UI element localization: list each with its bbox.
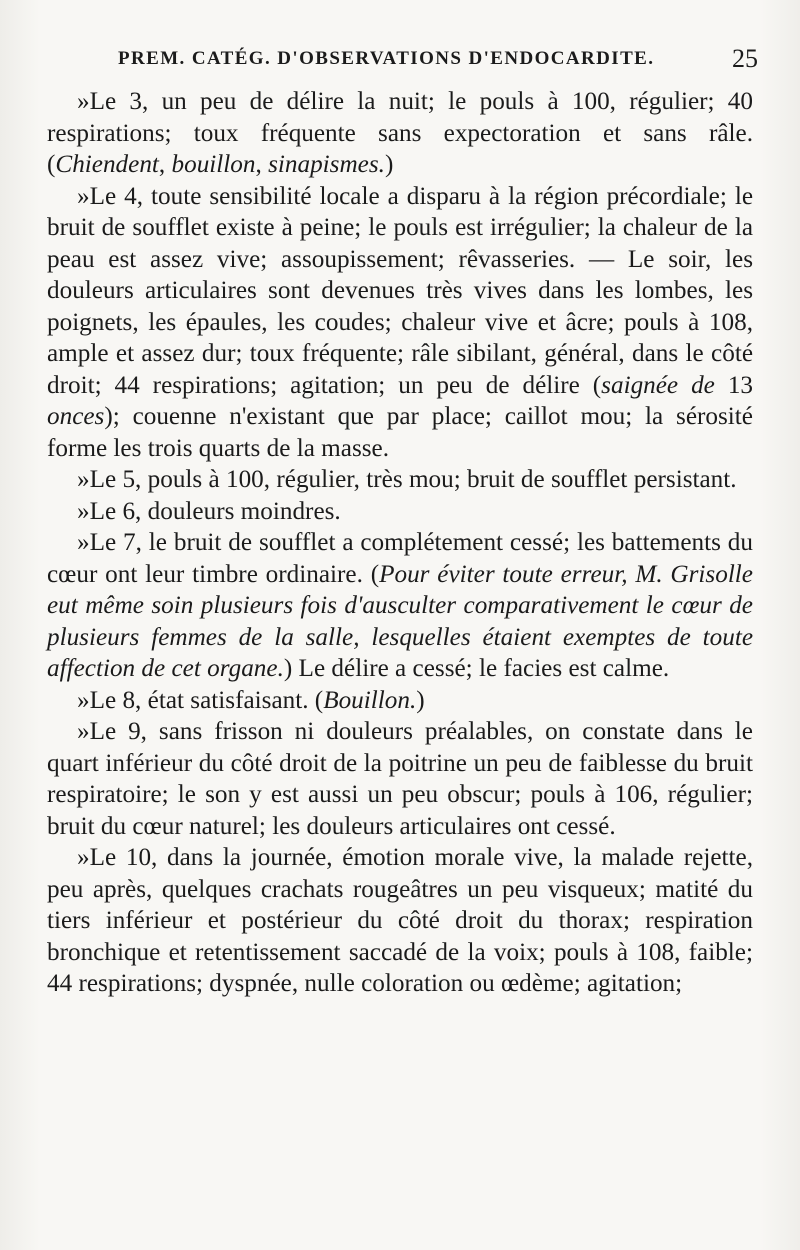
italic-text: bouillon [171,151,256,178]
paragraph [47,716,753,842]
text-segment: »Le 9, sans frisson ni douleurs préalables, on constate dans le quart inférieur du côté droit de la poitrine un peu de faiblesse du bruit respiratoire; le son y est aussi un peu obscur; pouls à 106, régulier; bruit du cœur naturel; les douleurs articulaires ont cessé. [47,718,753,840]
paragraph [47,527,753,685]
italic-text: onces [47,403,105,430]
italic-text: Pour éviter toute erreur, M. Grisolle eut même soin plusieurs fois d'ausculter comparativement le cœur de plusieurs femmes de la salle, lesquelles étaient exemptes de toute affection de cet organe. [47,560,753,682]
italic-text: saignée de [601,371,715,399]
paragraph [47,464,753,496]
text-segment: ); couenne n'existant que par place; caillot mou; la sérosité forme les trois quarts de la masse. [47,403,753,462]
text-segment: »Le 10, dans la journée, émotion morale vive, la malade rejette, peu après, quelques crachats rougeâtres un peu visqueux; matité du tiers inférieur et postérieur du côté droit du thorax; respiration bronchique et retentissement saccadé de la voix; pouls à 108, faible; 44 respirations; dyspnée, nulle coloration ou œdème; agitation; [47,844,753,997]
paragraph [47,685,753,717]
paragraph [47,842,753,1000]
text-segment: ) Le délire a cessé; le facies est calme. [283,655,670,682]
text-segment: ) [384,151,394,178]
text-segment: »Le 6, douleurs moindres. [77,497,341,525]
text-segment: »Le 8, état satisfaisant. ( [77,686,324,714]
page-number: 25 [732,44,758,73]
text-segment: , [158,151,172,178]
italic-text: sinapismes. [268,151,385,178]
paragraph [47,496,753,528]
italic-text: Chiendent [55,151,159,178]
text-segment: »Le 7, le bruit de soufflet a complétement cessé; les battements du cœur ont leur timbre ordinaire. ( [47,529,753,588]
text-segment: 13 [714,371,754,399]
running-head: PREM. CATÉG. D'OBSERVATIONS D'ENDOCARDITE. [118,48,655,69]
body-text [47,86,753,1000]
italic-text: Bouillon. [323,686,417,714]
text-segment: »Le 4, toute sensibilité locale a disparu à la région précordiale; le bruit de soufflet existe à peine; le pouls est irrégulier; la chaleur de la peau est assez vive; assoupissement; rêvasseries. — Le soir, les douleurs articulaires sont devenues très vives dans les lombes, les poignets, les épaules, les coudes; chaleur vive et âcre; pouls à 108, ample et assez dur; toux fréquente; râle sibilant, général, dans le côté droit; 44 respirations; agitation; un peu de délire ( [47,182,753,399]
page-header [118,46,758,74]
text-segment: »Le 5, pouls à 100, régulier, très mou; bruit de soufflet persistant. [77,466,737,493]
text-segment: ) [416,686,425,714]
text-segment: »Le 3, un peu de délire la nuit; le pouls à 100, régulier; 40 respirations; toux fréquente sans expectoration et sans râle. ( [47,88,753,178]
paragraph [47,86,753,181]
paragraph [47,181,753,465]
text-segment: , [255,151,269,178]
